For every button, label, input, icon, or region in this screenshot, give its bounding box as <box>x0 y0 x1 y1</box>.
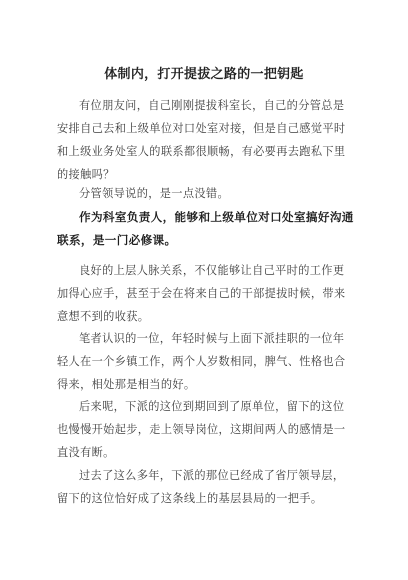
paragraph-question: 有位朋友问，自己刚刚提拔科室长，自己的分管总是安排自己去和上级单位对口处室对接，但是自己感觉平时和上级业务处室人的联系都很顺畅，有必要再去跑私下里的接触吗？ <box>57 99 346 181</box>
paragraph-key-point: 作为科室负责人，能够和上级单位对口处室搞好沟通联系，是一门必修课。 <box>57 210 354 247</box>
document-title: 体制内，打开提拔之路的一把钥匙 <box>104 67 304 82</box>
paragraph-example-outcome: 过去了这么多年，下派的那位已经成了省厅领导层，留下的这位恰好成了这条线上的基层县局的一把手。 <box>57 469 345 505</box>
paragraph-network-benefit: 良好的上层人脉关系，不仅能够让自己平时的工作更加得心应手，甚至于会在将来自己的干部提拔时候，带来意想不到的收获。 <box>57 264 346 323</box>
paragraph-leader-right: 分管领导说的，是一点没错。 <box>79 187 229 200</box>
paragraph-example-intro: 笔者认识的一位，年轻时候与上面下派挂职的一位年轻人在一个乡镇工作，两个人岁数相同，脾气、性格也合得来，相处那是相当的好。 <box>57 332 346 391</box>
paragraph-example-later: 后来呢，下派的这位到期回到了原单位，留下的这位也慢慢开始起步，走上领导岗位，这期间两人的感情是一直没有断。 <box>57 400 346 459</box>
